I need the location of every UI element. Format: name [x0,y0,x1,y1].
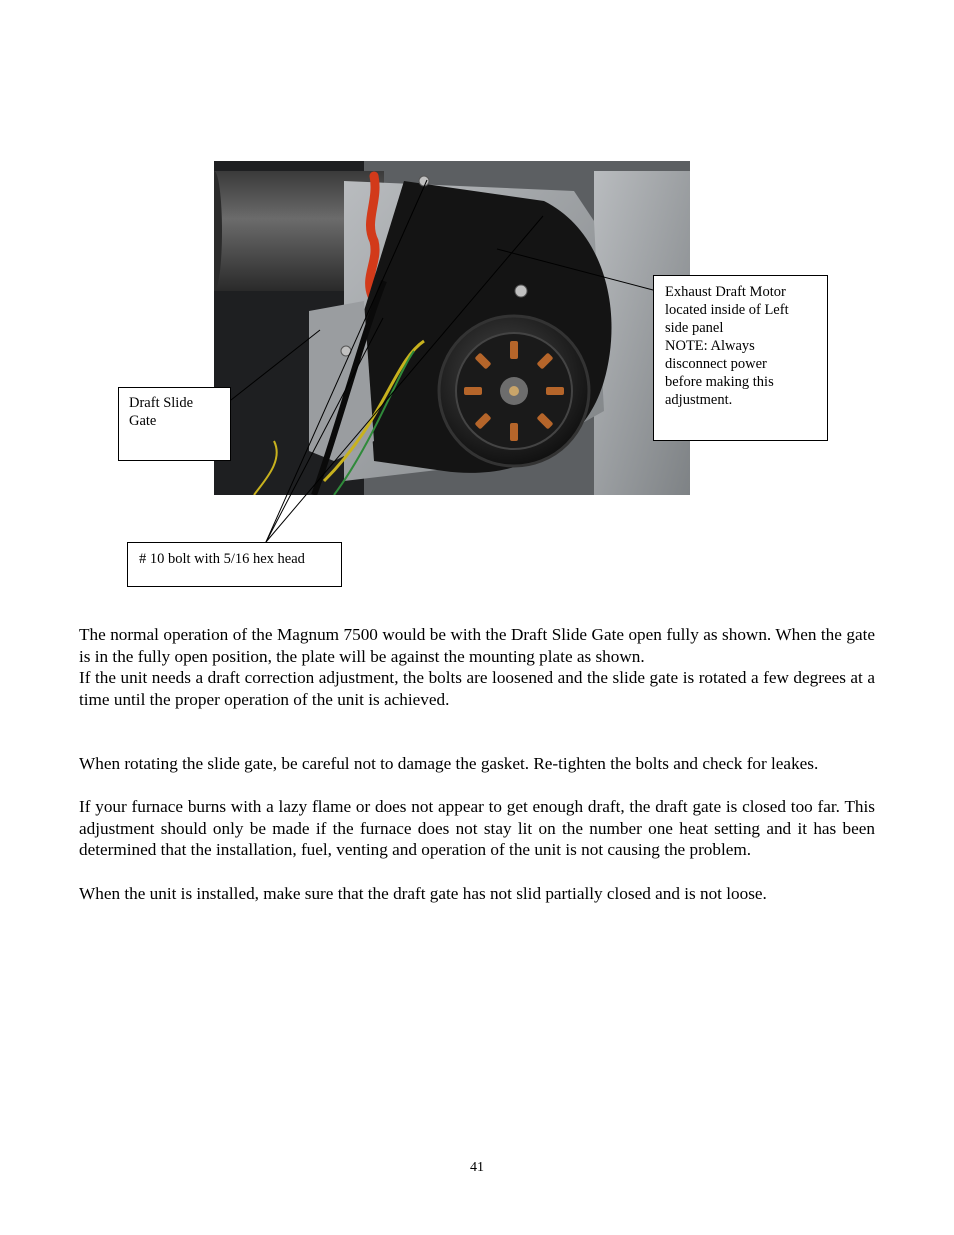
body-text-block-2 [79,753,875,904]
bolt-label: # 10 bolt with 5/16 hex head [139,551,305,567]
exhaust-draft-motor-label: Exhaust Draft Motor located inside of Left side panel NOTE: Always disconnect power before making this adjustment. [665,284,789,408]
body-text-block-1 [79,624,875,710]
paragraph-normal-operation: The normal operation of the Magnum 7500 would be with the Draft Slide Gate open fully as shown. When the gate is in the fully open position, the plate will be against the mounting plate as shown. [79,625,875,666]
page-number: 41 [470,1160,484,1175]
exhaust-draft-motor-callout [653,275,828,441]
paragraph-installed-check: When the unit is installed, make sure that the draft gate has not slid partially closed and is not loose. [79,883,767,903]
draft-slide-gate-callout [118,387,231,461]
exhaust-motor-photo [214,161,690,495]
draft-slide-gate-label: Draft Slide Gate [129,395,194,429]
paragraph-lazy-flame: If your furnace burns with a lazy flame or does not appear to get enough draft, the draft gate is closed too far. This adjustment should only be made if the furnace does not stay lit on the number one heat setting and it has been determined that the installation, fuel, venting and operation of the unit is not causing the problem. [79,797,875,860]
bolt-callout [127,542,342,587]
paragraph-rotating-gate: When rotating the slide gate, be careful not to damage the gasket. Re-tighten the bolts and check for leakes. [79,754,819,773]
paragraph-draft-correction: If the unit needs a draft correction adjustment, the bolts are loosened and the slide gate is rotated a few degrees at a time until the proper operation of the unit is achieved. [79,668,875,709]
